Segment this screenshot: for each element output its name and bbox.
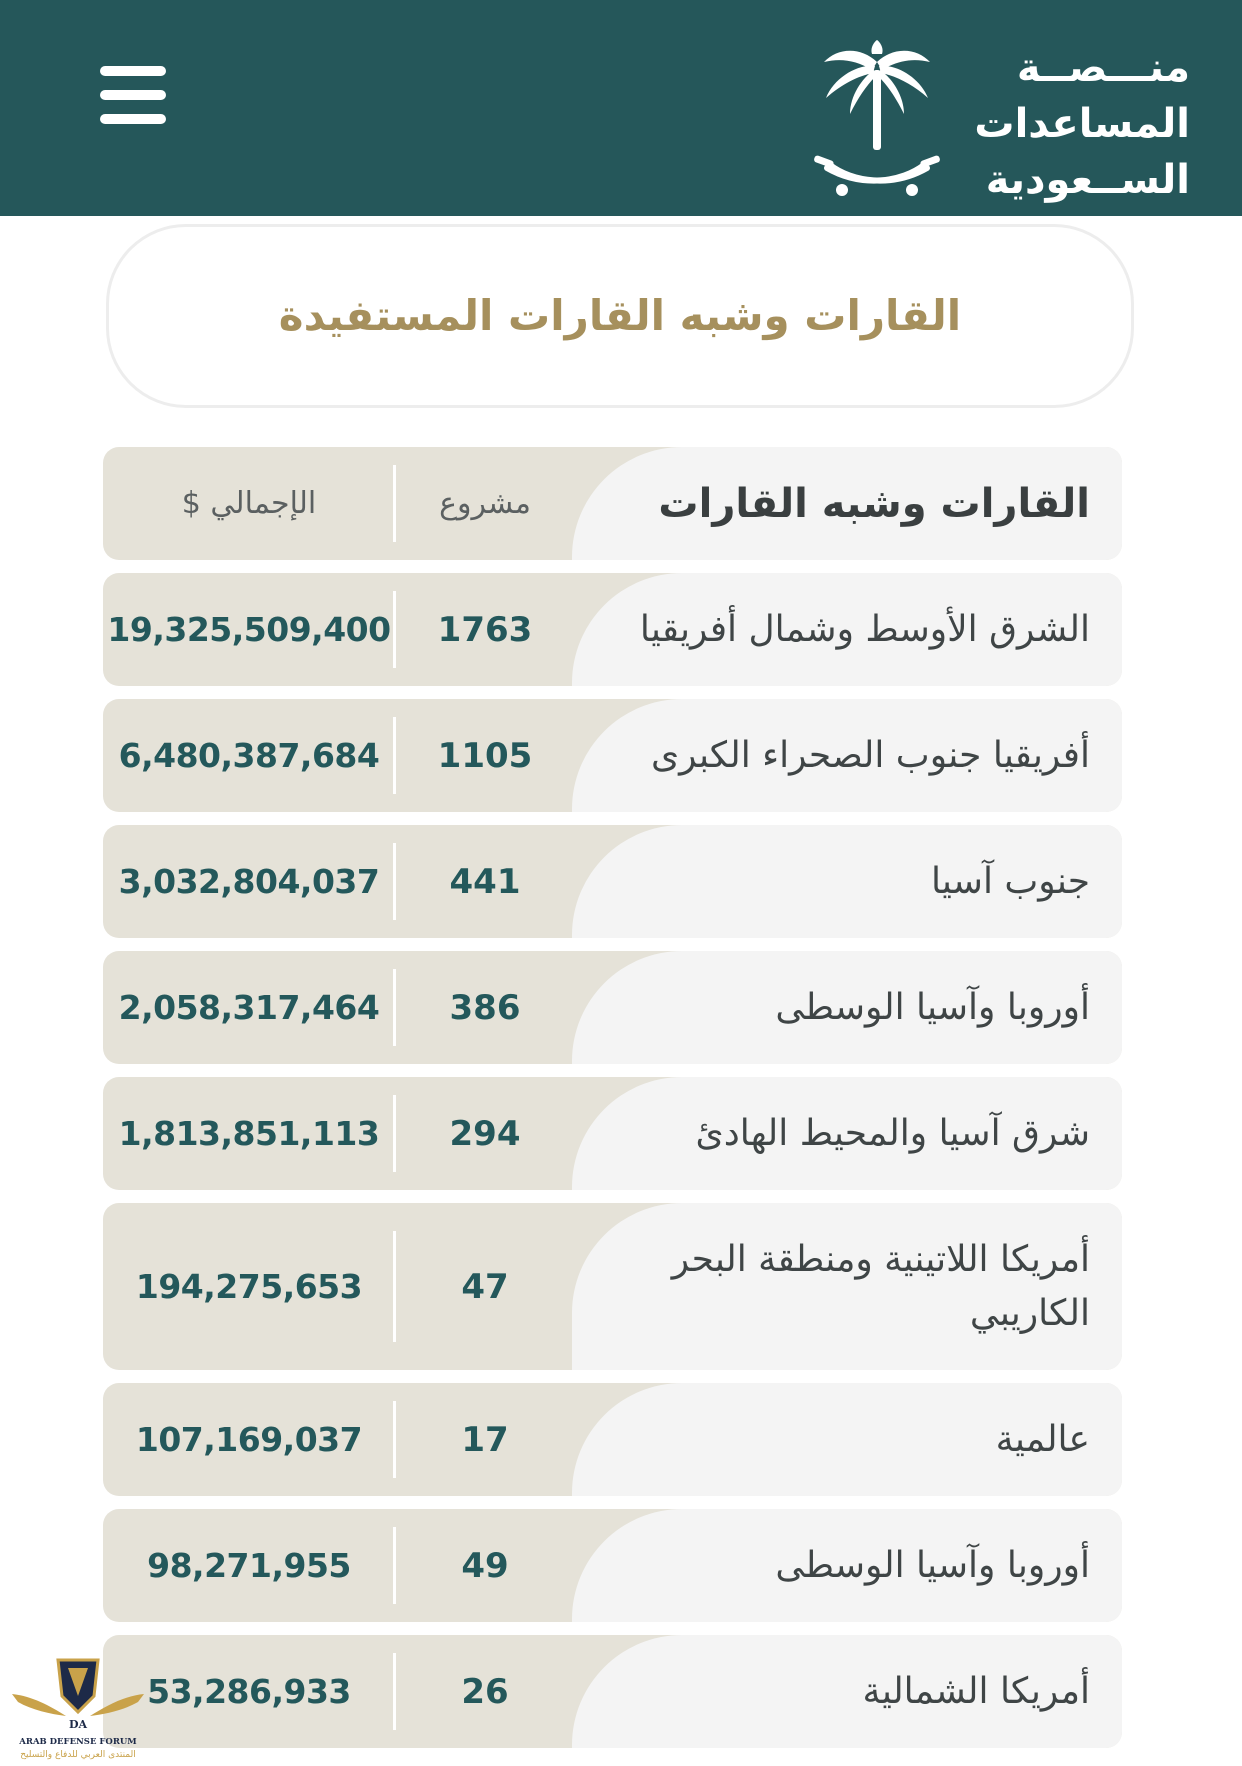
title-card [106, 224, 1134, 408]
svg-text:DA: DA [68, 1718, 88, 1731]
row-region-cell [572, 825, 1122, 938]
row-total: 98,271,955 [147, 1546, 351, 1585]
row-total: 19,325,509,400 [107, 610, 391, 649]
row-region-cell [572, 951, 1122, 1064]
palm-swords-emblem-icon [812, 40, 942, 205]
column-header-total: الإجمالي $ [181, 486, 317, 521]
row-projects: 441 [449, 861, 521, 902]
logo-line-3: الســعودية [985, 157, 1190, 203]
hamburger-menu-icon[interactable] [100, 66, 166, 124]
row-region-cell [572, 1383, 1122, 1496]
row-projects: 386 [449, 987, 521, 1028]
row-region: أمريكا الشمالية [862, 1670, 1090, 1712]
table-row [103, 1383, 1122, 1496]
row-projects: 49 [461, 1545, 509, 1586]
table-row [103, 1077, 1122, 1190]
row-total: 1,813,851,113 [118, 1114, 380, 1153]
table-row [103, 1203, 1122, 1370]
table-row [103, 1635, 1122, 1748]
row-total: 2,058,317,464 [118, 988, 380, 1027]
platform-logo[interactable] [812, 40, 1202, 210]
row-region: الشرق الأوسط وشمال أفريقيا [639, 608, 1090, 650]
row-region: أفريقيا جنوب الصحراء الكبرى [650, 734, 1090, 776]
watermark-line-1: ARAB DEFENSE FORUM [19, 1737, 137, 1747]
watermark-line-2: المنتدى العربي للدفاع والتسليح [20, 1750, 136, 1760]
table-row [103, 951, 1122, 1064]
row-projects: 1763 [437, 609, 533, 650]
row-region: أوروبا وآسيا الوسطى [775, 1544, 1090, 1586]
row-projects: 1105 [437, 735, 533, 776]
column-header-region-cell [572, 447, 1122, 560]
row-total: 194,275,653 [135, 1267, 363, 1306]
column-header-region: القارات وشبه القارات [658, 480, 1090, 527]
table-header [103, 447, 1122, 560]
app-header [0, 0, 1242, 216]
row-region: جنوب آسيا [930, 860, 1090, 902]
row-region-cell [572, 573, 1122, 686]
row-total: 107,169,037 [135, 1420, 363, 1459]
row-region-cell [572, 1203, 1122, 1370]
row-region-cell [572, 699, 1122, 812]
row-total: 53,286,933 [147, 1672, 351, 1711]
row-region-cell [572, 1077, 1122, 1190]
table-row [103, 573, 1122, 686]
row-projects: 294 [449, 1113, 521, 1154]
row-region-cell [572, 1635, 1122, 1748]
table-row [103, 1509, 1122, 1622]
arab-defense-forum-logo-icon [10, 1656, 146, 1764]
table-row [103, 699, 1122, 812]
row-total: 6,480,387,684 [118, 736, 380, 775]
column-header-projects: مشروع [439, 486, 531, 521]
row-projects: 17 [461, 1419, 509, 1460]
logo-line-1: منـــصــة [1016, 45, 1190, 91]
page-title: القارات وشبه القارات المستفيدة [278, 291, 962, 340]
row-projects: 26 [461, 1671, 509, 1712]
logo-line-2: المساعدات [974, 101, 1190, 147]
logo-wordmark [940, 40, 1190, 208]
row-region: عالمية [995, 1418, 1090, 1460]
row-region: شرق آسيا والمحيط الهادئ [695, 1112, 1090, 1154]
row-total: 3,032,804,037 [118, 862, 380, 901]
row-region: أمريكا اللاتينية ومنطقة البحر الكاريبي [671, 1238, 1090, 1334]
row-projects: 47 [461, 1266, 509, 1307]
row-region: أوروبا وآسيا الوسطى [775, 986, 1090, 1028]
table-row [103, 825, 1122, 938]
row-region-cell [572, 1509, 1122, 1622]
